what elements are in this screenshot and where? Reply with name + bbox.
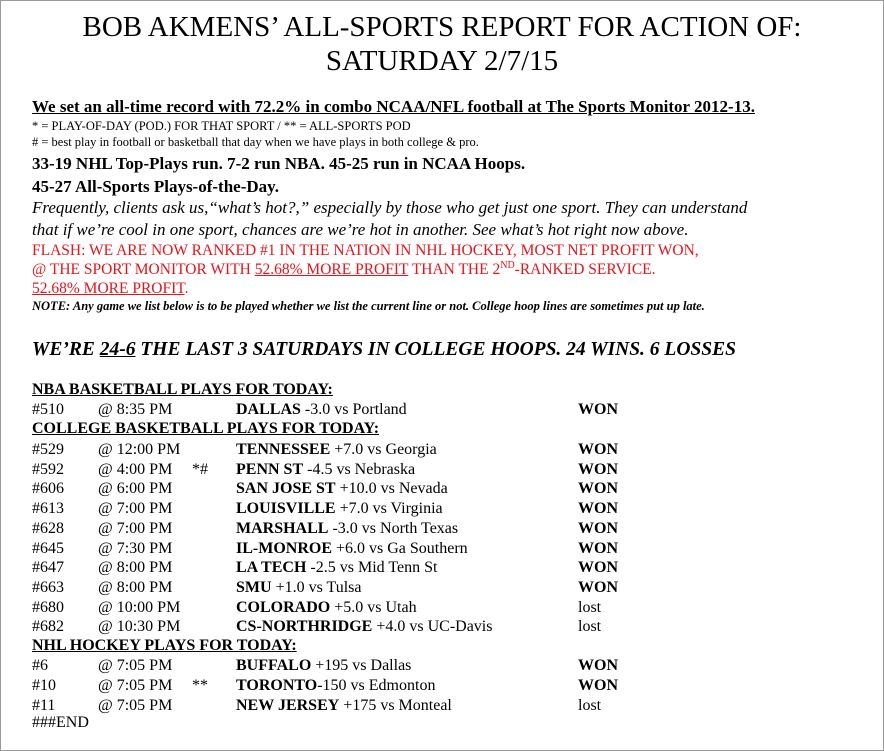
pick: [236, 598, 417, 618]
result: WON: [578, 578, 618, 596]
flash-line-1: FLASH: WE ARE NOW RANKED #1 IN THE NATION IN NHL HOCKEY, MOST NET PROFIT WON,: [32, 242, 699, 259]
pick-line: -3.0 vs Portland: [300, 401, 407, 418]
flash-superscript: ND: [500, 259, 515, 271]
nhl-heading-text: NHL HOCKEY PLAYS FOR TODAY: [32, 637, 292, 654]
play-row: [0, 519, 884, 539]
pick-line: +195 vs Dallas: [311, 657, 412, 674]
nhl-heading-colon: :: [291, 637, 297, 654]
pick: [236, 440, 437, 460]
game-time: @ 7:00 PM: [98, 500, 173, 518]
game-number: #645: [32, 539, 64, 557]
play-row: [0, 460, 884, 480]
college-section-heading: [32, 420, 379, 438]
game-number: #11: [32, 697, 56, 714]
result: WON: [578, 460, 618, 478]
result: WON: [578, 657, 618, 674]
runs-summary: 33-19 NHL Top-Plays run. 7-2 run NBA. 45-25 run in NCAA Hoops.: [32, 154, 526, 173]
play-row: [0, 539, 884, 559]
game-number: #10: [32, 677, 56, 694]
game-time: @ 10:00 PM: [98, 598, 181, 616]
game-time: @ 12:00 PM: [98, 441, 181, 458]
team-name: MARSHALL: [236, 519, 329, 537]
game-time: @ 7:05 PM: [98, 657, 173, 674]
pod-marker: **: [192, 677, 208, 694]
play-row: [0, 440, 884, 460]
title-line-2: SATURDAY 2/7/15: [325, 45, 559, 77]
game-time: @ 8:00 PM: [98, 559, 173, 577]
college-heading-colon: :: [373, 420, 380, 437]
result: WON: [578, 519, 618, 537]
play-row: [0, 676, 884, 696]
result: WON: [578, 539, 618, 557]
flash-line-3-profit: 52.68% MORE PROFIT: [32, 280, 185, 297]
game-time: @ 8:00 PM: [98, 578, 173, 596]
pick-line: +7.0 vs Georgia: [330, 441, 437, 458]
pick: [236, 400, 407, 420]
pick-line: -150 vs Edmonton: [317, 677, 436, 694]
saturdays-record: [32, 339, 736, 361]
record-statement: We set an all-time record with 72.2% in combo NCAA/NFL football at The Sports Monitor 2012-13.: [32, 97, 755, 116]
flash-line-2-d: -RANKED SERVICE.: [514, 261, 656, 278]
pick-line: +5.0 vs Utah: [330, 598, 417, 616]
saturdays-c: THE LAST 3 SATURDAYS IN COLLEGE HOOPS. 24 WINS. 6 LOSSES: [135, 339, 736, 360]
team-name: LA TECH: [236, 559, 307, 577]
title-line-1: BOB AKMENS’ ALL-SPORTS REPORT FOR ACTION OF:: [82, 11, 802, 43]
result: WON: [578, 677, 618, 694]
report-title: [0, 10, 884, 78]
best-play-legend: # = best play in football or basketball that day when we have plays in both college & pro.: [32, 135, 479, 149]
play-row: [0, 696, 884, 716]
result: WON: [578, 500, 618, 518]
pick: [236, 499, 443, 519]
pick: [236, 539, 468, 559]
game-time: @ 6:00 PM: [98, 480, 173, 498]
game-time: @ 7:00 PM: [98, 519, 173, 537]
play-row: [0, 499, 884, 519]
whats-hot-line-2: that if we’re cool in one sport, chances are we’re hot in another. See what’s hot right now above.: [32, 220, 689, 239]
saturdays-a: WE’RE: [32, 339, 100, 360]
play-row: [0, 400, 884, 420]
flash-line-2: [32, 261, 656, 279]
whats-hot-line-1: Frequently, clients ask us,“what’s hot?,” especially by those who get just one sport. They can understand: [32, 198, 748, 217]
result: lost: [578, 618, 602, 636]
team-name: CS-NORTHRIDGE: [236, 618, 373, 636]
game-time: @ 8:35 PM: [98, 401, 173, 418]
pick: [236, 460, 415, 480]
team-name: TORONTO: [236, 677, 318, 694]
pick-line: -3.0 vs North Texas: [328, 519, 459, 537]
pick-line: +4.0 vs UC-Davis: [372, 618, 493, 636]
note-line: NOTE: Any game we list below is to be played whether we list the current line or not. College hoop lines are sometimes put up late.: [32, 299, 705, 313]
result: WON: [578, 559, 618, 577]
play-row: [0, 617, 884, 637]
game-time: @ 7:05 PM: [98, 697, 173, 714]
result: WON: [578, 480, 618, 498]
play-row: [0, 656, 884, 676]
pick: [236, 656, 411, 676]
result: lost: [578, 697, 602, 714]
game-number: #628: [32, 519, 64, 537]
play-row: [0, 479, 884, 499]
game-time: @ 4:00 PM: [98, 460, 173, 478]
game-number: #592: [32, 460, 64, 478]
team-name: BUFFALO: [236, 657, 312, 674]
flash-line-3-end: .: [184, 280, 189, 297]
game-time: @ 7:05 PM: [98, 677, 173, 694]
college-heading-text: COLLEGE BASKETBALL PLAYS FOR TODAY: [32, 420, 374, 437]
flash-profit-underlined: 52.68% MORE PROFIT: [254, 261, 409, 278]
pick: [236, 578, 362, 598]
pick-line: +7.0 vs Virginia: [335, 500, 443, 518]
team-name: NEW JERSEY: [236, 697, 340, 714]
game-time: @ 7:30 PM: [98, 539, 173, 557]
pick-line: +6.0 vs Ga Southern: [332, 539, 468, 557]
nba-heading-text: NBA BASKETBALL PLAYS FOR TODAY: [32, 381, 328, 398]
game-number: #680: [32, 598, 64, 616]
pick: [236, 479, 448, 499]
play-row: [0, 598, 884, 618]
pod-marker: *#: [192, 460, 208, 478]
result: WON: [578, 441, 618, 458]
flash-line-3: [32, 280, 188, 298]
game-number: #647: [32, 559, 64, 577]
game-number: #6: [32, 657, 48, 674]
nba-section-heading: [32, 381, 333, 399]
pick-line: +175 vs Monteal: [339, 697, 452, 714]
team-name: IL-MONROE: [236, 539, 332, 557]
pick: [236, 617, 492, 637]
nba-heading-colon: :: [327, 381, 333, 398]
game-number: #682: [32, 618, 64, 636]
pick: [236, 696, 452, 716]
game-time: @ 10:30 PM: [98, 618, 181, 636]
pod-record: 45-27 All-Sports Plays-of-the-Day.: [32, 177, 279, 196]
pick: [236, 558, 437, 578]
play-row: [0, 558, 884, 578]
pick-line: +10.0 vs Nevada: [335, 480, 448, 498]
game-number: #663: [32, 578, 64, 596]
team-name: COLORADO: [236, 598, 331, 616]
pick-line: -2.5 vs Mid Tenn St: [306, 559, 438, 577]
game-number: #510: [32, 401, 64, 418]
pick: [236, 676, 435, 696]
flash-line-2-c: THAN THE 2: [408, 261, 501, 278]
result: lost: [578, 598, 602, 616]
play-row: [0, 578, 884, 598]
team-name: LOUISVILLE: [236, 500, 336, 518]
saturdays-record-number: 24-6: [99, 339, 136, 360]
game-number: #606: [32, 480, 64, 498]
pod-legend: * = PLAY-OF-DAY (POD.) FOR THAT SPORT / ** = ALL-SPORTS POD: [32, 119, 411, 133]
team-name: DALLAS: [236, 401, 301, 418]
team-name: SMU: [236, 578, 272, 596]
result: WON: [578, 401, 618, 418]
nhl-section-heading: [32, 637, 297, 655]
flash-line-2-a: @ THE SPORT MONITOR WITH: [32, 261, 255, 278]
team-name: PENN ST: [236, 460, 304, 478]
pick-line: -4.5 vs Nebraska: [303, 460, 416, 478]
team-name: SAN JOSE ST: [236, 480, 336, 498]
end-marker: ###END: [32, 714, 89, 731]
game-number: #529: [32, 441, 64, 458]
pick-line: +1.0 vs Tulsa: [271, 578, 362, 596]
team-name: TENNESSEE: [236, 441, 331, 458]
pick: [236, 519, 458, 539]
game-number: #613: [32, 500, 64, 518]
